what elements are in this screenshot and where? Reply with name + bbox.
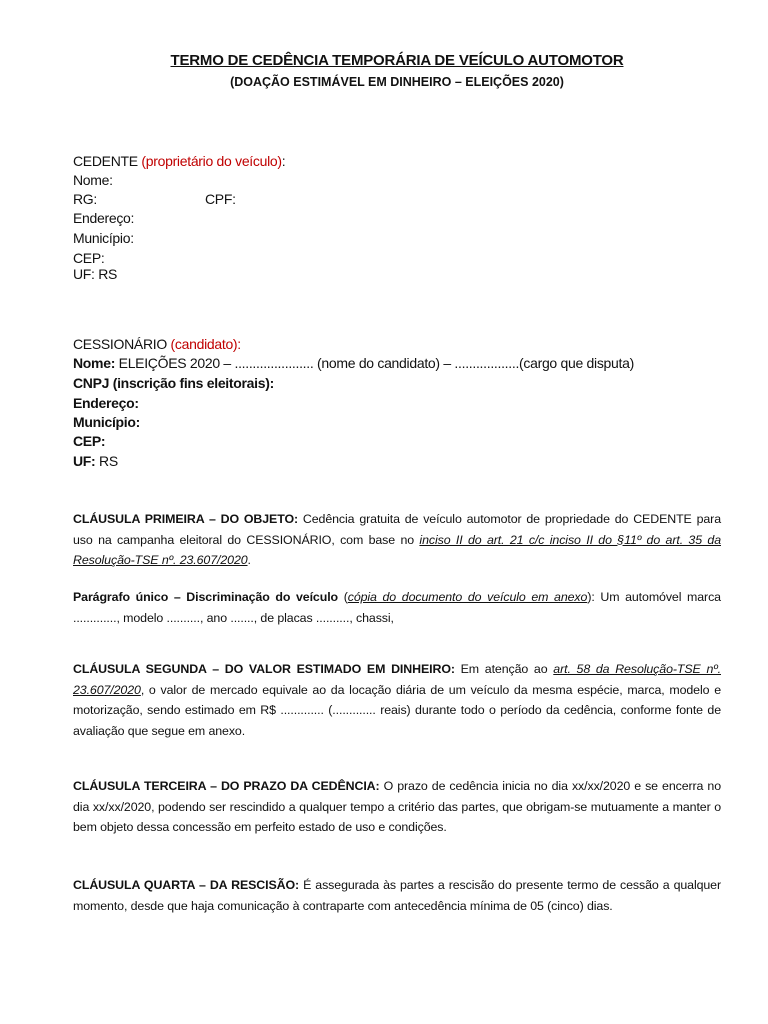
- clause-primeira-end: .: [247, 553, 251, 567]
- clause-quarta: [73, 875, 721, 916]
- cessionario-nome-value: ELEIÇÕES 2020 – ...................... (nome do candidato) – ..................(cargo que disputa): [115, 355, 634, 371]
- cedente-cpf: CPF:: [205, 191, 236, 207]
- clause-primeira-reference: inciso II do art. 21 c/c inciso II do §11º do art. 35 da Resolução-TSE nº. 23.607/2020: [73, 532, 721, 567]
- paragrafo-unico-open: (: [338, 590, 348, 604]
- clause-primeira-heading: CLÁUSULA PRIMEIRA – DO OBJETO:: [73, 512, 299, 526]
- clause-segunda-reference: art. 58 da Resolução-TSE nº. 23.607/2020: [73, 662, 721, 697]
- paragrafo-unico-heading: Parágrafo único – Discriminação do veículo: [73, 590, 339, 604]
- clause-segunda-text: , o valor de mercado equivale ao da locação diária de um veículo da mesma espécie, marca, modelo e motorização, sendo estimado em R$ ............. (............. reais) durante todo o período da cedência, conforme fonte de avaliação que segue em anexo.: [73, 682, 721, 738]
- cessionario-nome-label: Nome:: [73, 355, 116, 371]
- clause-primeira-text: Cedência gratuita de veículo automotor de propriedade do CEDENTE para uso na campanha eleitoral do CESSIONÁRIO, com base no: [73, 512, 721, 547]
- cedente-endereco: Endereço:: [73, 210, 135, 226]
- cedente-heading-note: (proprietário do veículo): [141, 153, 282, 169]
- cedente-municipio: Município:: [73, 230, 134, 246]
- cessionario-heading-label: CESSIONÁRIO: [73, 336, 167, 352]
- paragrafo-unico-reference: cópia do documento do veículo em anexo: [347, 590, 588, 604]
- cessionario-endereco: Endereço:: [73, 395, 139, 411]
- paragrafo-unico: [73, 587, 721, 628]
- clause-segunda-heading: CLÁUSULA SEGUNDA – DO VALOR ESTIMADO EM DINHEIRO:: [73, 662, 455, 676]
- document-subtitle: (DOAÇÃO ESTIMÁVEL EM DINHEIRO – ELEIÇÕES 2020): [230, 75, 564, 89]
- cessionario-cep: CEP:: [73, 433, 106, 449]
- clause-segunda: [73, 659, 721, 741]
- clause-terceira-text: O prazo de cedência inicia no dia xx/xx/2020 e se encerra no dia xx/xx/2020, podendo ser rescindido a qualquer tempo a critério das partes, que obrigam-se mutuamente a manter o bem objeto dessa concessão em perfeito estado de uso e condições.: [73, 779, 721, 834]
- cessionario-heading-note: (candidato):: [170, 336, 241, 352]
- cedente-rg: RG:: [73, 191, 97, 207]
- cedente-uf: UF: RS: [73, 266, 118, 282]
- clause-quarta-text: É assegurada às partes a rescisão do presente termo de cessão a qualquer momento, desde que haja comunicação à contraparte com antecedência mínima de 05 (cinco) dias.: [73, 878, 721, 913]
- clause-terceira-heading: CLÁUSULA TERCEIRA – DO PRAZO DA CEDÊNCIA:: [73, 779, 380, 793]
- cessionario-municipio: Município:: [73, 414, 140, 430]
- cessionario-uf-value: RS: [95, 453, 118, 469]
- clause-quarta-heading: CLÁUSULA QUARTA – DA RESCISÃO:: [73, 878, 300, 892]
- document-title: TERMO DE CEDÊNCIA TEMPORÁRIA DE VEÍCULO AUTOMOTOR: [170, 52, 624, 69]
- cessionario-nome: [73, 354, 634, 372]
- cessionario-uf-label: UF:: [73, 453, 96, 469]
- cedente-heading-colon: :: [281, 153, 286, 169]
- cedente-heading-label: CEDENTE: [73, 153, 138, 169]
- clause-terceira: [73, 776, 721, 838]
- cessionario-cnpj: CNPJ (inscrição fins eleitorais):: [73, 375, 274, 391]
- cedente-heading: [73, 152, 285, 170]
- clause-segunda-intro: Em atenção ao: [454, 662, 554, 676]
- paragrafo-unico-text: ): Um automóvel marca ............., modelo .........., ano ......., de placas .........., chassi,: [73, 590, 721, 625]
- cedente-nome: Nome:: [73, 172, 113, 188]
- cedente-cep: CEP:: [73, 250, 105, 266]
- cessionario-uf: [73, 452, 118, 470]
- cessionario-heading: [73, 335, 241, 353]
- clause-primeira: [73, 509, 721, 571]
